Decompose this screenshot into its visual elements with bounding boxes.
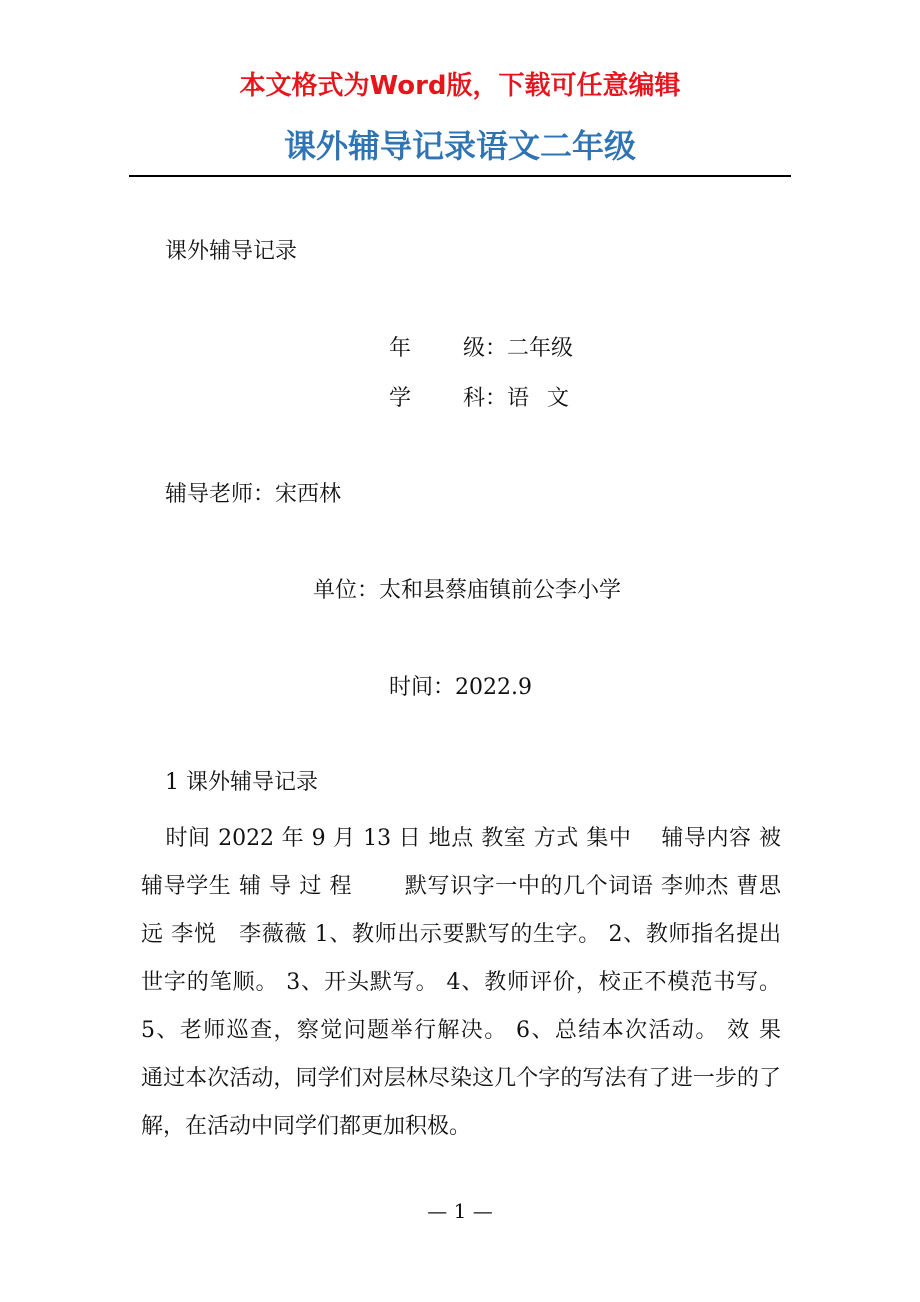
teacher-line: 辅导老师：宋西林 [165,482,342,507]
subject-value-b: 文 [547,386,570,411]
grade-field [389,334,573,364]
format-banner: 本文格式为Word版，下载可任意编辑 [239,71,681,101]
grade-label-a: 年 [389,336,412,361]
title-divider [129,175,791,177]
subject-label-b: 科： [463,386,508,411]
subject-value-a: 语 [507,386,530,411]
record-body [141,815,832,1151]
page-title: 课外辅导记录语文二年级 [283,127,636,165]
subject-field [389,384,569,414]
grade-label-b: 级： [463,336,508,361]
record-body-text: 时间 2022 年 9 月 13 日 地点 教室 方式 集中 辅导内容 被辅导学生 辅 导 过 程 默写识字一中的几个词语 李帅杰 曹思远 李悦 李薇薇 1、教师出示要默写的生字。 2、教师指名提出世字的笔顺。 3、开头默写。 4、教师评价，校正不模范书写。 5、老师巡查，察觉问题举行解决。 6、总结本次活动。 效 果 通过本次活动，同学们对层林尽染这几个字的写法有了进一步的了解，在活动中同学们都更加积极。 [141,826,832,1139]
subject-label-a: 学 [389,386,412,411]
unit-line: 单位：太和县蔡庙镇前公李小学 [313,578,622,603]
doc-heading: 课外辅导记录 [165,239,298,264]
grade-value: 二年级 [507,336,574,361]
time-line: 时间：2022.9 [389,675,532,700]
page-number: — 1 — [427,1199,493,1223]
section-heading: 1 课外辅导记录 [165,770,318,795]
